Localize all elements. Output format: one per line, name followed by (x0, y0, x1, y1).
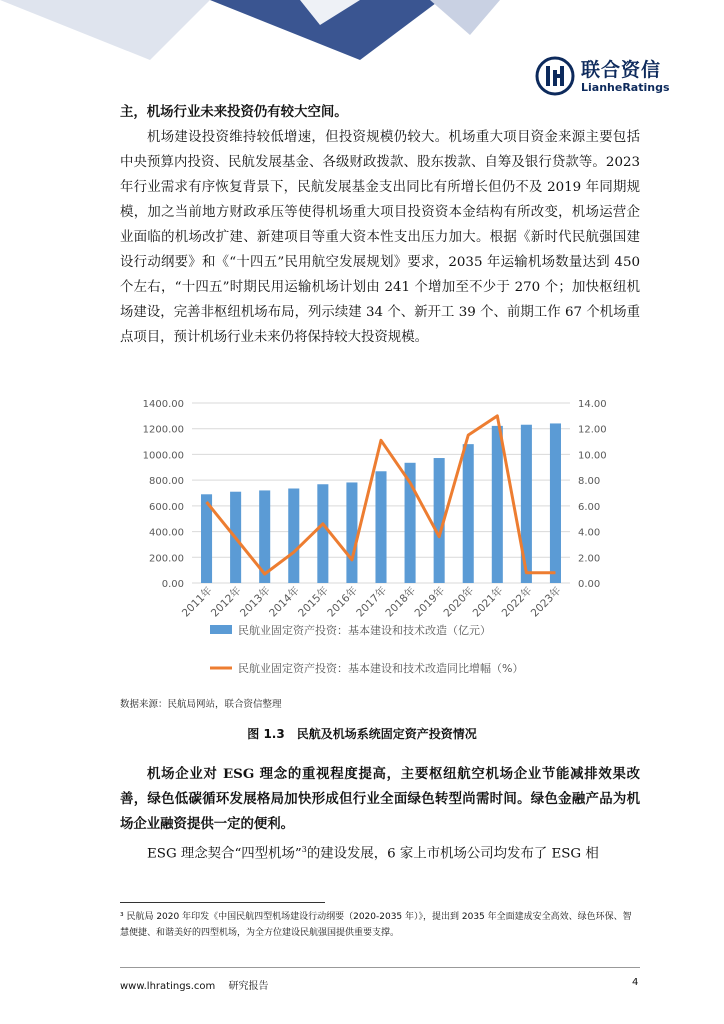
company-logo (535, 56, 670, 96)
data-source: 数据来源：民航局网站，联合资信整理 (120, 699, 282, 710)
x-tick-label: 2013年 (237, 584, 273, 620)
figure-caption: 图 1.3 民航及机场系统固定资产投资情况 (247, 727, 477, 741)
bar (375, 471, 386, 583)
x-tick-label: 2017年 (354, 584, 390, 620)
right-tick-label: 10.00 (578, 450, 607, 462)
x-tick-label: 2023年 (528, 584, 564, 620)
left-tick-label: 0.00 (161, 579, 184, 590)
left-tick-label: 200.00 (149, 553, 184, 565)
left-axis-ticks (143, 399, 184, 590)
right-tick-label: 0.00 (578, 579, 601, 590)
right-tick-label: 14.00 (578, 399, 607, 410)
right-tick-label: 2.00 (578, 553, 601, 565)
x-tick-label: 2020年 (441, 584, 477, 620)
footnote-ref[interactable]: 3 (301, 845, 307, 854)
left-tick-label: 600.00 (149, 501, 184, 513)
body-text-top (120, 100, 640, 350)
right-tick-label: 12.00 (578, 424, 607, 436)
paragraph-1: 主，机场行业未来投资仍有较大空间。 (120, 104, 348, 120)
left-tick-label: 1000.00 (142, 450, 184, 462)
page-number: 4 (632, 977, 639, 988)
footer-divider (120, 967, 640, 968)
footer-website[interactable]: www.lhratings.com 研究报告 (120, 981, 269, 992)
paragraph-4-end: 的建设发展，6 家上市机场公司均发布了 ESG 相 (306, 846, 599, 862)
investment-chart (120, 385, 620, 685)
logo-mark-icon (535, 56, 575, 96)
paragraph-4-start: ESG 理念契合“四型机场” (147, 846, 302, 862)
chart-bars (201, 423, 561, 583)
right-tick-label: 8.00 (578, 476, 601, 488)
logo-chinese: 联合资信 (581, 58, 662, 81)
right-axis-ticks (578, 399, 607, 590)
right-tick-label: 6.00 (578, 501, 601, 513)
legend-bar-swatch (210, 625, 232, 634)
bar (463, 444, 474, 583)
x-tick-label: 2021年 (470, 584, 506, 620)
footnote: ³ 民航局 2020 年印发《中国民航四型机场建设行动纲要（2020-2035 年）》，提出到 2035 年全面建成安全高效、绿色环保、智慧便捷、和谐美好的四型机场，为全方位建设民航强国提供重要支撑。 (120, 912, 632, 938)
left-tick-label: 1400.00 (142, 399, 184, 410)
x-tick-label: 2011年 (179, 584, 215, 620)
legend-bar-label: 民航业固定资产投资：基本建设和技术改造（亿元） (238, 624, 491, 637)
paragraph-2: 机场建设投资维持较低增速，但投资规模仍较大。机场重大项目资金来源主要包括中央预算内投资、民航发展基金、各级财政拨款、股东拨款、自筹及银行贷款等。2023 年行业需求有序恢复背景下，民航发展基金支出同比有所增长但仍不及 2019 年同期规模，加之当前地方财政承压等使得机场重大项目投资资本金结构有所改变，机场运营企业面临的机场改扩建、新建项目等重大资本性支出压力加大。根据《新时代民航强国建设行动纲要》和《“十四五”民用航空发展规划》要求，2035 年运输机场数量达到 450 个左右，“十四五”时期民用运输机场计划由 241 个增加至不少于 270 个；加快枢纽机场建设，完善非枢纽机场布局，列示续建 34 个、新开工 39 个、前期工作 67 个机场重点项目，预计机场行业未来仍将保持较大投资规模。 (120, 130, 640, 345)
left-tick-label: 800.00 (149, 476, 184, 488)
x-tick-label: 2014年 (267, 584, 302, 620)
paragraph-3: 机场企业对 ESG 理念的重视程度提高，主要枢纽航空机场企业节能减排效果改善，绿色低碳循环发展格局加快形成但行业全面绿色转型尚需时间。绿色金融产品为机场企业融资提供一定的便利。 (120, 766, 640, 832)
x-tick-label: 2018年 (383, 584, 419, 620)
x-tick-label: 2022年 (499, 584, 535, 620)
paragraph-4 (120, 837, 640, 866)
x-tick-label: 2015年 (296, 584, 331, 620)
x-tick-label: 2016年 (325, 584, 361, 620)
bar (550, 423, 561, 583)
x-axis-ticks (179, 584, 564, 620)
body-text-bottom (120, 762, 640, 866)
logo-english: LianheRatings (581, 80, 670, 94)
bar (288, 489, 299, 584)
bar (317, 484, 328, 583)
chart-legend (210, 623, 523, 675)
bar (346, 482, 357, 583)
legend-line-label: 民航业固定资产投资：基本建设和技术改造同比增幅（%） (238, 662, 524, 675)
x-tick-label: 2019年 (412, 584, 448, 620)
x-tick-label: 2012年 (208, 584, 244, 620)
left-tick-label: 400.00 (149, 527, 184, 539)
left-tick-label: 1200.00 (142, 424, 184, 436)
right-tick-label: 4.00 (578, 527, 601, 539)
footnote-divider (120, 902, 325, 903)
bar (492, 426, 503, 583)
